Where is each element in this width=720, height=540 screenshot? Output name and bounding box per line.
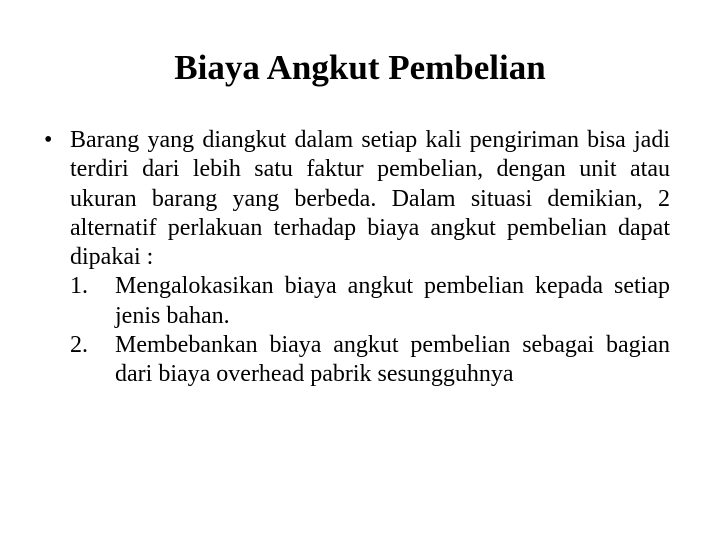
numbered-item xyxy=(70,272,670,331)
bullet-text: Barang yang diangkut dalam setiap kali pengiriman bisa jadi terdiri dari lebih satu faktur pembelian, dengan unit atau ukuran barang yang berbeda. Dalam situasi demikian, 2 alternatif perlakuan terhadap biaya angkut pembelian dapat dipakai : xyxy=(70,127,670,271)
numbered-text: Mengalokasikan biaya angkut pembelian kepada setiap jenis bahan. xyxy=(115,273,670,329)
slide-title: Biaya Angkut Pembelian xyxy=(174,48,546,87)
bullet-item xyxy=(40,126,670,390)
bullet-icon: • xyxy=(44,127,53,153)
numbered-text: Membebankan biaya angkut pembelian sebagai bagian dari biaya overhead pabrik sesungguhnya xyxy=(115,332,670,388)
numbered-marker: 1. xyxy=(70,273,88,300)
numbered-list xyxy=(70,272,670,389)
numbered-item xyxy=(70,331,670,390)
slide-body xyxy=(40,126,670,390)
numbered-marker: 2. xyxy=(70,332,88,359)
